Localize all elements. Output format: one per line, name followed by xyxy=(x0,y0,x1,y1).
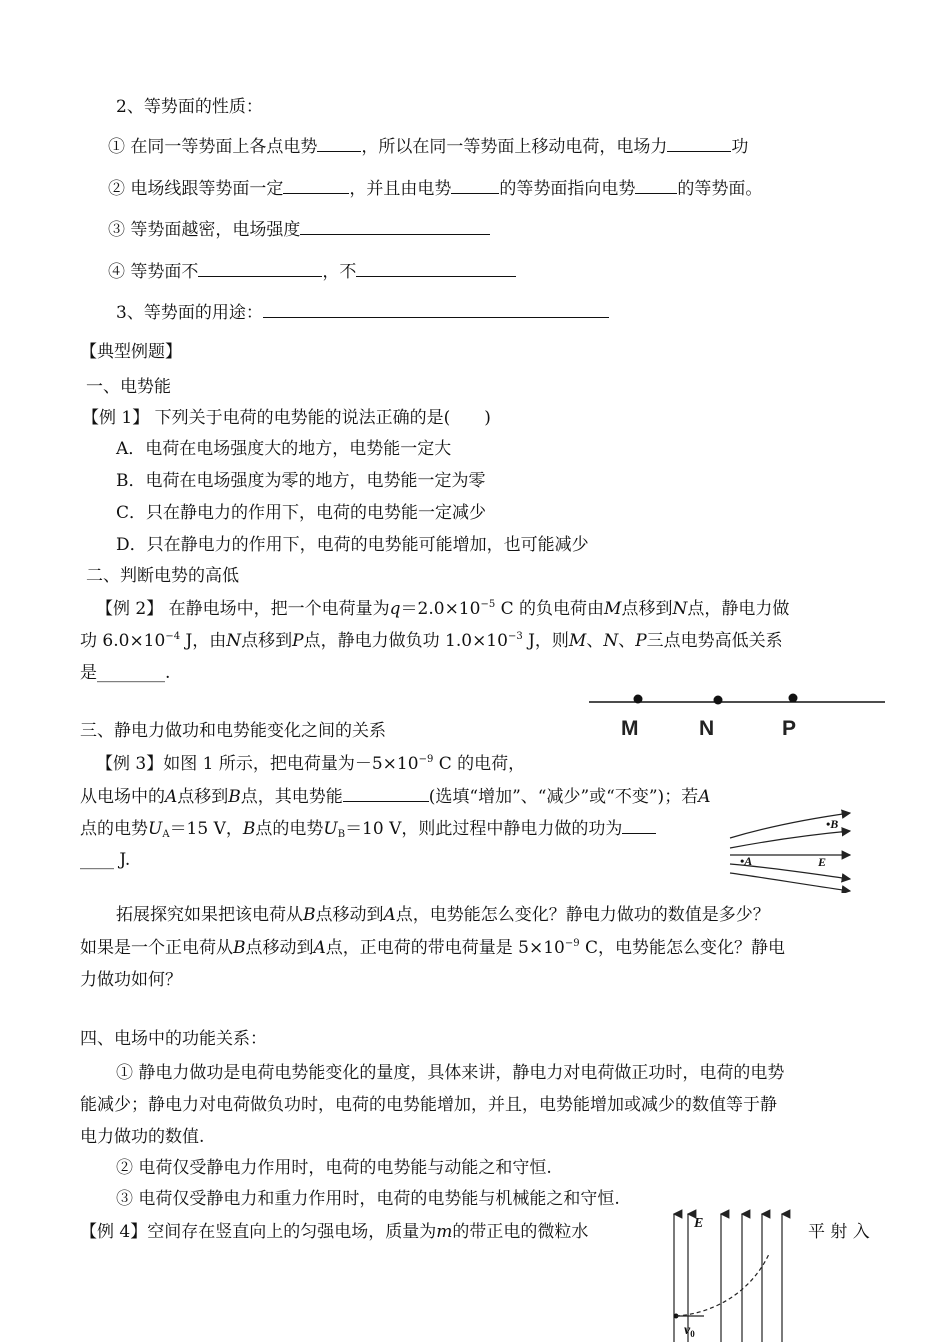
point-n-dot xyxy=(714,696,723,705)
point-n: N xyxy=(603,631,619,651)
example-4-text: 的带正电的微粒水 xyxy=(452,1222,589,1242)
example-3-text: 点的电势 xyxy=(255,819,324,839)
charge-q: q xyxy=(389,599,401,619)
extension-line-1 xyxy=(116,904,770,926)
extension-line-2 xyxy=(80,937,785,959)
example-4-text: 空间存在竖直向上的匀强电场，质量为 xyxy=(147,1222,437,1242)
label-v0 xyxy=(684,1323,695,1339)
example-2-label: 【例 2】 xyxy=(96,599,164,619)
point-p: P xyxy=(292,631,304,651)
label-e: E xyxy=(818,855,827,869)
point-a: A xyxy=(313,938,326,958)
example-2-text: 、 xyxy=(586,631,604,651)
example-2-text: 点，静电力做负功 1.0×10 xyxy=(303,631,508,651)
property-2-text-b: ，并且由电势 xyxy=(349,179,452,199)
example-3-line-3 xyxy=(80,817,656,840)
section-3-title: 3、等势面的用途： xyxy=(116,303,263,323)
label-m: M xyxy=(621,717,639,740)
mass-m: m xyxy=(436,1222,453,1242)
example-3-text: 从电场中的 xyxy=(80,787,165,807)
blank-4[interactable] xyxy=(451,177,499,194)
option-d: D．只在静电力的作用下，电荷的电势能可能增加，也可能减少 xyxy=(116,535,589,555)
example-4-line-1 xyxy=(80,1221,588,1243)
part-4-title: 四、电场中的功能关系： xyxy=(80,1029,267,1049)
blank-3[interactable] xyxy=(283,177,349,194)
example-3-line-2 xyxy=(80,785,710,808)
example-3-line-4: ____ J. xyxy=(80,850,131,870)
examples-header: 【典型例题】 xyxy=(80,342,182,362)
property-2 xyxy=(108,177,762,200)
potential-u: U xyxy=(148,819,163,839)
point-p-dot xyxy=(789,694,798,703)
property-1-text-b: ，所以在同一等势面上移动电荷，电场力 xyxy=(361,137,668,157)
blank-7[interactable] xyxy=(198,260,322,277)
label-n: N xyxy=(699,717,715,740)
label-v-subscript: 0 xyxy=(690,1329,695,1339)
example-2-line-3: 是________. xyxy=(80,663,171,683)
subscript: A xyxy=(162,829,170,840)
trajectory-curve xyxy=(676,1254,769,1316)
example-3-text: 点的电势 xyxy=(80,819,148,839)
property-1-text-a: ① 在同一等势面上各点电势 xyxy=(108,137,318,157)
uniform-field-figure xyxy=(664,1206,794,1342)
property-3 xyxy=(108,218,490,241)
part-1-title: 一、电势能 xyxy=(86,377,171,397)
point-p: P xyxy=(635,631,647,651)
relation-1-line-3: 电力做功的数值. xyxy=(80,1127,205,1147)
exponent: −9 xyxy=(418,754,434,765)
example-2-text: J，则 xyxy=(522,631,569,651)
property-4-text-a: ④ 等势面不 xyxy=(108,262,199,282)
property-4-text-b: ，不 xyxy=(322,262,357,282)
example-2-text: ＝2.0×10 xyxy=(400,599,481,619)
relation-2: ② 电荷仅受静电力作用时，电荷的电势能与动能之和守恒. xyxy=(116,1158,552,1178)
example-2-text: 点移到 xyxy=(241,631,293,651)
extension-text: 点移动到 xyxy=(315,905,384,925)
example-4-label: 【例 4】 xyxy=(80,1222,148,1242)
example-2-text: 在静电场中，把一个电荷量为 xyxy=(168,599,390,619)
part-2-title: 二、判断电势的高低 xyxy=(86,566,239,586)
extension-text: 如果是一个正电荷从 xyxy=(80,938,233,958)
blank-5[interactable] xyxy=(635,177,677,194)
blank-2[interactable] xyxy=(667,135,731,152)
example-1-question: 下列关于电荷的电势能的说法正确的是( ) xyxy=(154,408,491,428)
point-b: B xyxy=(233,938,246,958)
point-a: A xyxy=(165,787,178,807)
example-2-text: 功 6.0×10 xyxy=(80,631,166,651)
point-a: A xyxy=(698,787,711,807)
example-3-text: ＝10 V，则此过程中静电力做的功为 xyxy=(345,819,623,839)
example-3-line-1 xyxy=(96,753,525,775)
section-3 xyxy=(116,301,609,324)
relation-1-line-2: 能减少；静电力对电荷做负功时，电荷的电势能增加，并且，电势能增加或减少的数值等于静 xyxy=(80,1095,777,1115)
point-m: M xyxy=(604,599,622,619)
option-a: A．电荷在电场强度大的地方，电势能一定大 xyxy=(116,439,452,459)
example-2-text: J，由 xyxy=(180,631,227,651)
extension-text: 拓展探究如果把该电荷从 xyxy=(116,905,303,925)
extension-text: 点，正电荷的带电荷量是 5×10 xyxy=(325,938,565,958)
point-b: B xyxy=(228,787,241,807)
example-2-text: 点移到 xyxy=(621,599,673,619)
example-1-stem xyxy=(82,407,491,429)
field-line-5 xyxy=(730,873,850,891)
extension-line-3: 力做功如何？ xyxy=(80,970,182,990)
point-b: B xyxy=(303,905,316,925)
blank-11[interactable] xyxy=(622,817,656,834)
example-2-text: 点，静电力做 xyxy=(687,599,790,619)
example-3-text: 点移到 xyxy=(177,787,229,807)
example-1-label: 【例 1】 xyxy=(82,408,150,428)
relation-3: ③ 电荷仅受静电力和重力作用时，电荷的电势能与机械能之和守恒. xyxy=(116,1189,620,1209)
part-3-title: 三、静电力做功和电势能变化之间的关系 xyxy=(80,721,386,741)
extension-text: 点移动到 xyxy=(245,938,314,958)
example-2-line-1 xyxy=(96,598,789,620)
label-p: P xyxy=(782,717,797,740)
example-3-text: ＝15 V， xyxy=(169,819,243,839)
example-3-text: 点，其电势能 xyxy=(240,787,343,807)
property-3-text-a: ③ 等势面越密，电场强度 xyxy=(108,220,301,240)
example-3-text: 如图 1 所示，把电荷量为－5×10 xyxy=(163,754,419,774)
example-3-label: 【例 3】 xyxy=(96,754,164,774)
relation-1-line-1: ① 静电力做功是电荷电势能变化的量度，具体来讲，静电力对电荷做正功时，电荷的电势 xyxy=(116,1063,785,1083)
point-m-dot xyxy=(634,695,643,704)
point-b: B xyxy=(242,819,256,839)
property-2-text-a: ② 电场线跟等势面一定 xyxy=(108,179,284,199)
point-n: N xyxy=(672,599,688,619)
option-b: B．电荷在电场强度为零的地方，电势能一定为零 xyxy=(116,471,486,491)
blank-10[interactable] xyxy=(343,785,429,802)
example-2-text: 、 xyxy=(618,631,636,651)
exponent: −9 xyxy=(564,938,580,949)
label-b: •B xyxy=(826,817,839,831)
example-3-text: (选填“增加”、“减少”或“不变”)；若 xyxy=(428,787,699,807)
blank-6[interactable] xyxy=(300,218,490,235)
exponent: −5 xyxy=(480,599,496,610)
example-2-line-2 xyxy=(80,630,783,652)
exponent: −3 xyxy=(507,631,523,642)
blank-1[interactable] xyxy=(317,135,361,152)
subscript: B xyxy=(337,829,346,840)
point-n: N xyxy=(226,631,242,651)
label-a: •A xyxy=(740,854,753,868)
option-c: C．只在静电力的作用下，电荷的电势能一定减少 xyxy=(116,503,487,523)
example-2-text: 三点电势高低关系 xyxy=(646,631,783,651)
point-a: A xyxy=(383,905,396,925)
section-2-title: 2、等势面的性质： xyxy=(116,97,263,117)
blank-9[interactable] xyxy=(263,301,609,318)
point-m: M xyxy=(568,631,587,651)
label-e-field: E xyxy=(694,1216,704,1231)
property-1-text-c: 功 xyxy=(731,137,749,157)
exponent: −4 xyxy=(165,631,181,642)
mnp-line-figure xyxy=(585,688,890,744)
extension-text: C，电势能怎么变化？静电 xyxy=(579,938,786,958)
example-4-continuation: 平 射 入 xyxy=(808,1222,870,1242)
example-2-text: C 的负电荷由 xyxy=(495,599,605,619)
property-2-text-d: 的等势面。 xyxy=(677,179,763,199)
potential-u: U xyxy=(323,819,338,839)
example-3-text: C 的电荷， xyxy=(433,754,526,774)
property-2-text-c: 的等势面指向电势 xyxy=(499,179,636,199)
property-4 xyxy=(108,260,516,283)
property-1 xyxy=(108,135,748,158)
field-lines-figure xyxy=(722,805,862,893)
label-v: v xyxy=(684,1323,691,1338)
blank-8[interactable] xyxy=(356,260,516,277)
extension-text: 点，电势能怎么变化？静电力做功的数值是多少？ xyxy=(395,905,770,925)
